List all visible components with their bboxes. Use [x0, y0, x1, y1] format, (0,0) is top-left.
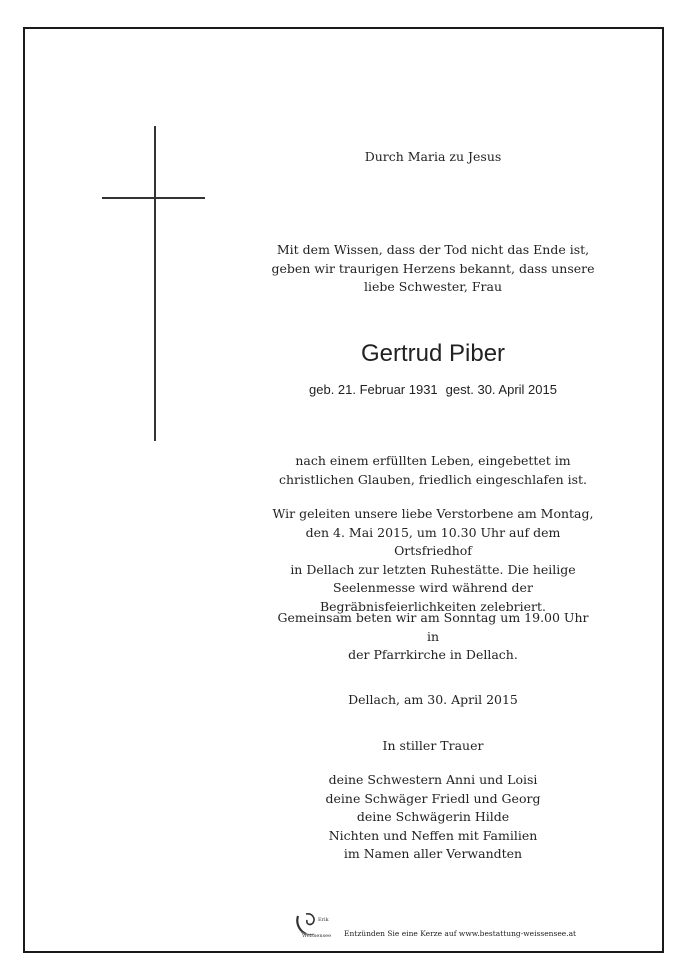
mourner-line: deine Schwestern Anni und Loisi	[328, 772, 538, 787]
passed-line: christlichen Glauben, friedlich eingeschlafen ist.	[278, 471, 588, 487]
funeral-line: den 4. Mai 2015, um 10.30 Uhr auf dem Ortsfriedhof	[305, 524, 561, 558]
intro-line: liebe Schwester, Frau	[363, 279, 502, 294]
funeral-line: Seelenmesse wird während der	[333, 580, 533, 595]
funeral-line: Begräbnisfeierlichkeiten zelebriert.	[319, 598, 547, 614]
cross-horizontal-bar	[102, 197, 205, 199]
mourning-heading-text: In stiller Trauer	[382, 738, 484, 753]
intro-paragraph	[270, 241, 596, 297]
logo-text-bottom: Weissensee	[302, 933, 332, 938]
cross-vertical-bar	[154, 126, 156, 441]
mourner-line: Nichten und Neffen mit Familien	[328, 827, 538, 843]
mourner-line: deine Schwägerin Hilde	[356, 809, 510, 824]
birth-date: geb. 21. Februar 1931	[309, 382, 438, 397]
motto	[270, 148, 596, 167]
motto-text: Durch Maria zu Jesus	[364, 149, 502, 164]
logo-text-top: Erik	[318, 917, 329, 923]
intro-line: geben wir traurigen Herzens bekannt, dass unsere	[271, 260, 595, 276]
mourners-list	[270, 771, 596, 864]
funeral-line: Wir geleiten unsere liebe Verstorbene am Montag,	[272, 506, 594, 521]
funeral-home-logo-icon	[292, 910, 340, 938]
mourner-line: deine Schwäger Friedl und Georg	[325, 790, 541, 806]
place-date	[270, 691, 596, 710]
mourner-line: im Namen aller Verwandten	[343, 846, 523, 861]
place-date-text: Dellach, am 30. April 2015	[348, 692, 518, 707]
funeral-paragraph	[270, 505, 596, 616]
passed-paragraph	[270, 452, 596, 489]
prayer-line: der Pfarrkirche in Dellach.	[348, 647, 518, 662]
prayer-paragraph	[270, 609, 596, 665]
deceased-name: Gertrud Piber	[360, 340, 506, 367]
prayer-line: Gemeinsam beten wir am Sonntag um 19.00 Uhr in	[277, 610, 589, 644]
passed-line: nach einem erfüllten Leben, eingebettet im	[295, 453, 571, 468]
death-date: gest. 30. April 2015	[445, 382, 557, 397]
life-dates	[250, 382, 616, 397]
footer	[292, 910, 592, 938]
funeral-line: in Dellach zur letzten Ruhestätte. Die heilige	[290, 561, 576, 577]
intro-line: Mit dem Wissen, dass der Tod nicht das Ende ist,	[276, 242, 590, 257]
candle-link-text[interactable]: Entzünden Sie eine Kerze auf www.bestattung-weissensee.at	[344, 929, 577, 938]
mourning-heading	[270, 737, 596, 756]
